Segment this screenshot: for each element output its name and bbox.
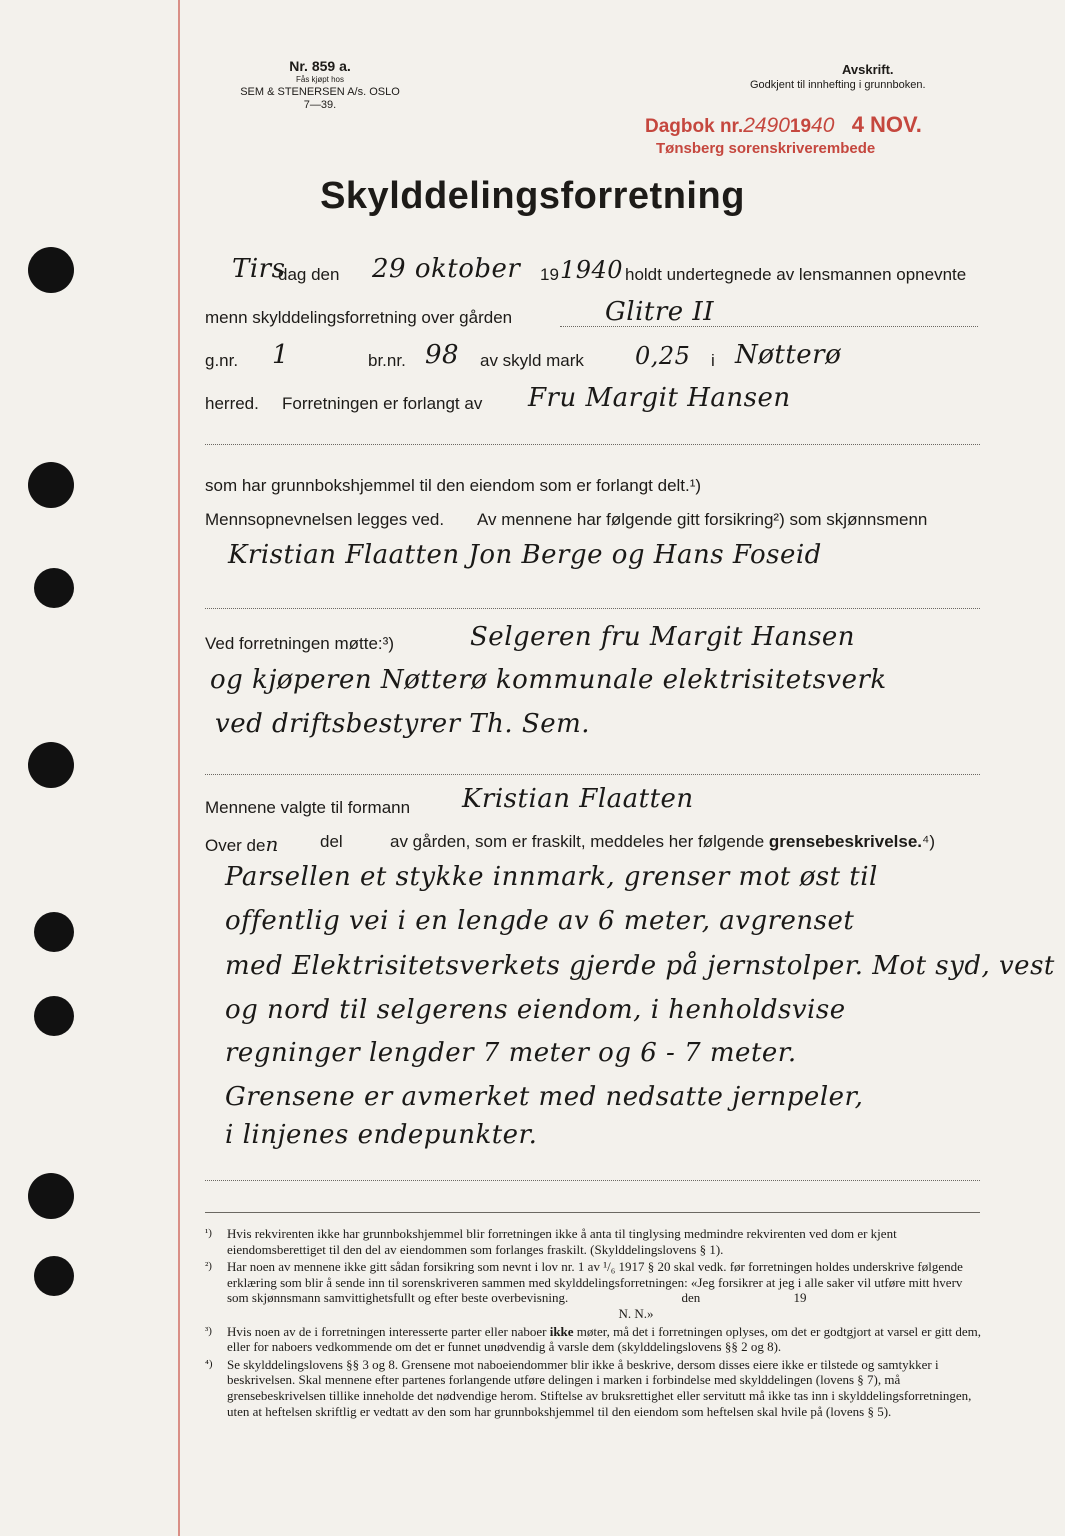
hand-boundary-2: offentlig vei i en lengde av 6 meter, avgrenset [225, 906, 855, 936]
form-number: Nr. 859 a. [289, 58, 351, 74]
publisher: SEM & STENERSEN A/s. OSLO [240, 86, 400, 98]
men-text: menn skylddelingsforretning over gården [205, 308, 513, 327]
margin-line [178, 0, 180, 1536]
hand-chairman: Kristian Flaatten [462, 784, 694, 814]
dotted-line [205, 608, 980, 609]
hand-boundary-6: Grensene er avmerket med nedsatte jernpeler, [225, 1082, 864, 1112]
hand-date: 29 oktober [372, 254, 521, 284]
brnr-label: br.nr. [368, 351, 406, 370]
footnote-rule [205, 1212, 980, 1213]
dag-suffix: dag den [278, 265, 340, 284]
office-stamp: Tønsberg sorenskriverembede [656, 140, 876, 157]
hand-boundary-7: i linjenes endepunkter. [225, 1120, 538, 1150]
dotted-line [205, 1180, 980, 1181]
motte-label: Ved forretningen møtte:³) [205, 634, 394, 653]
hand-boundary-3: med Elektrisitetsverkets gjerde på jernstolper. Mot syd, vest [225, 951, 1055, 981]
punch-hole [28, 247, 74, 293]
footnote-2: ²) Har noen av mennene ikke gitt sådan forsikring som nevnt i lov nr. 1 av ¹/₆ 1917 § 20 skal vedk. før forretningen holdes underskrive følgende erklæring som blir å sende inn til sorenskriveren sammen med skylddelingsforretningen: «Jeg forsikrer at jeg i alle saker vil utføre mitt hverv som skjønnsmann samvittighetsfullt og efter beste overbevisning. den 19 N. N.» [205, 1259, 985, 1321]
hand-brnr: 98 [425, 340, 460, 370]
punch-hole [34, 568, 74, 608]
hand-over-de-suffix: n [265, 832, 279, 856]
del-label: del [320, 832, 343, 851]
dagbok-number: 2490 [743, 114, 790, 137]
fraskilt-text: av gården, som er fraskilt, meddeles her følgende grensebeskrivelse.⁴) [390, 832, 935, 851]
dagbok-stamp [645, 112, 922, 138]
footnote-2-year: 19 [793, 1290, 807, 1306]
year-label: 19 [540, 265, 559, 284]
hand-boundary-1: Parsellen et stykke innmark, grenser mot øst til [225, 862, 878, 892]
dagbok-prefix: Dagbok nr. [645, 116, 744, 137]
hand-day: Tirs [232, 254, 286, 284]
over-de-label: Over den [205, 832, 279, 856]
footnote-2-den: den [681, 1290, 701, 1306]
i-label: i [711, 351, 715, 370]
footnote-4: ⁴) Se skylddelingslovens §§ 3 og 8. Grensene mot naboeiendommer blir ikke å beskrive, dersom disses eiere ikke er tilstede og samtykker i beskrivelsen. Skal mennene efter partenes forlangende utføre delingen i marken i forbindelse med skylddelingen (lovens § 7), må grensebeskrivelsen tillike inneholde det nødvendige herom. Stiftelse av bruksrettighet eller servitutt må ikke tas inn i skylddelingsforretningen, uten at heftelsen skriftlig er vedtatt av den som har grunnbokshjemmel til den eiendom som heftelsen skal hvile på (lovens § 5). [205, 1356, 972, 1419]
document-title: Skylddelingsforretning [320, 175, 745, 217]
punch-hole [28, 742, 74, 788]
punch-hole [34, 996, 74, 1036]
hand-municipality: Nøtterø [735, 340, 842, 370]
hand-present-3: ved driftsbestyrer Th. Sem. [215, 709, 591, 739]
skyld-label: av skyld mark [480, 351, 584, 370]
hand-requested-by: Fru Margit Hansen [528, 383, 791, 413]
hand-surveyors: Kristian Flaatten Jon Berge og Hans Foseid [228, 540, 822, 570]
grunnbok-text: som har grunnbokshjemmel til den eiendom som er forlangt delt.¹) [205, 476, 702, 495]
hand-boundary-5: regninger lengder 7 meter og 6 - 7 meter. [225, 1038, 797, 1068]
grense-label: grensebeskrivelse. [768, 832, 923, 851]
hand-skyld: 0,25 [635, 342, 691, 370]
hand-present-1: Selgeren fru Margit Hansen [470, 622, 856, 652]
punch-hole [28, 462, 74, 508]
hand-farm: Glitre II [605, 297, 714, 327]
forsikring-text: Av mennene har følgende gitt forsikring²) som skjønnsmenn [477, 510, 928, 529]
hand-boundary-4: og nord til selgerens eiendom, i henholdsvise [225, 995, 846, 1025]
date-code: 7—39. [303, 99, 337, 111]
year-prefix: 19 [789, 116, 812, 137]
herred-label: herred. [205, 394, 259, 413]
year-suffix: 40 [811, 114, 835, 137]
dotted-line [205, 774, 980, 775]
footnote-1: ¹) Hvis rekvirenten ikke har grunnbokshjemmel blir forretningen ikke å anta til tinglysing medmindre rekvirenten ved dom er kjent eiendomsberettiget til den del av eiendommen som forlanges fraskilt. (Skylddelingslovens § 1). [205, 1226, 897, 1257]
dotted-line [205, 444, 980, 445]
footnote-3: ³) Hvis noen av de i forretningen interesserte parter eller naboer ikke møter, må det i forretningen oplyses, om det er godtgjort at varsel er gitt dem, eller for naboers vedkommende om det er funnet unødvendig å varsle dem (skylddelingslovens §§ 2 og 8). [205, 1323, 981, 1355]
formann-label: Mennene valgte til formann [205, 798, 411, 817]
hand-gnr: 1 [272, 340, 290, 370]
hand-present-2: og kjøperen Nøtterø kommunale elektrisitetsverk [210, 665, 887, 695]
mennsop-text: Mennsopnevnelsen legges ved. [205, 510, 445, 529]
footnote-2-sig: N. N.» [618, 1305, 654, 1321]
approved-text: Godkjent til innhefting i grunnboken. [750, 79, 926, 91]
punch-hole [34, 1256, 74, 1296]
form-number-block [220, 60, 420, 112]
gnr-label: g.nr. [205, 351, 239, 370]
hand-year: 1940 [560, 256, 624, 284]
held-text: holdt undertegnede av lensmannen opnevnte [625, 265, 967, 284]
stamp-date: 4 NOV. [851, 112, 922, 137]
copy-label: Avskrift. [842, 62, 894, 77]
punch-hole [34, 912, 74, 952]
copy-block [750, 62, 990, 91]
punch-hole [28, 1173, 74, 1219]
requested-label: Forretningen er forlangt av [282, 394, 483, 413]
footnotes [205, 1226, 985, 1421]
sold-at: Fås kjøpt hos [295, 75, 344, 84]
grense-footnote-mark: ⁴) [922, 832, 935, 851]
